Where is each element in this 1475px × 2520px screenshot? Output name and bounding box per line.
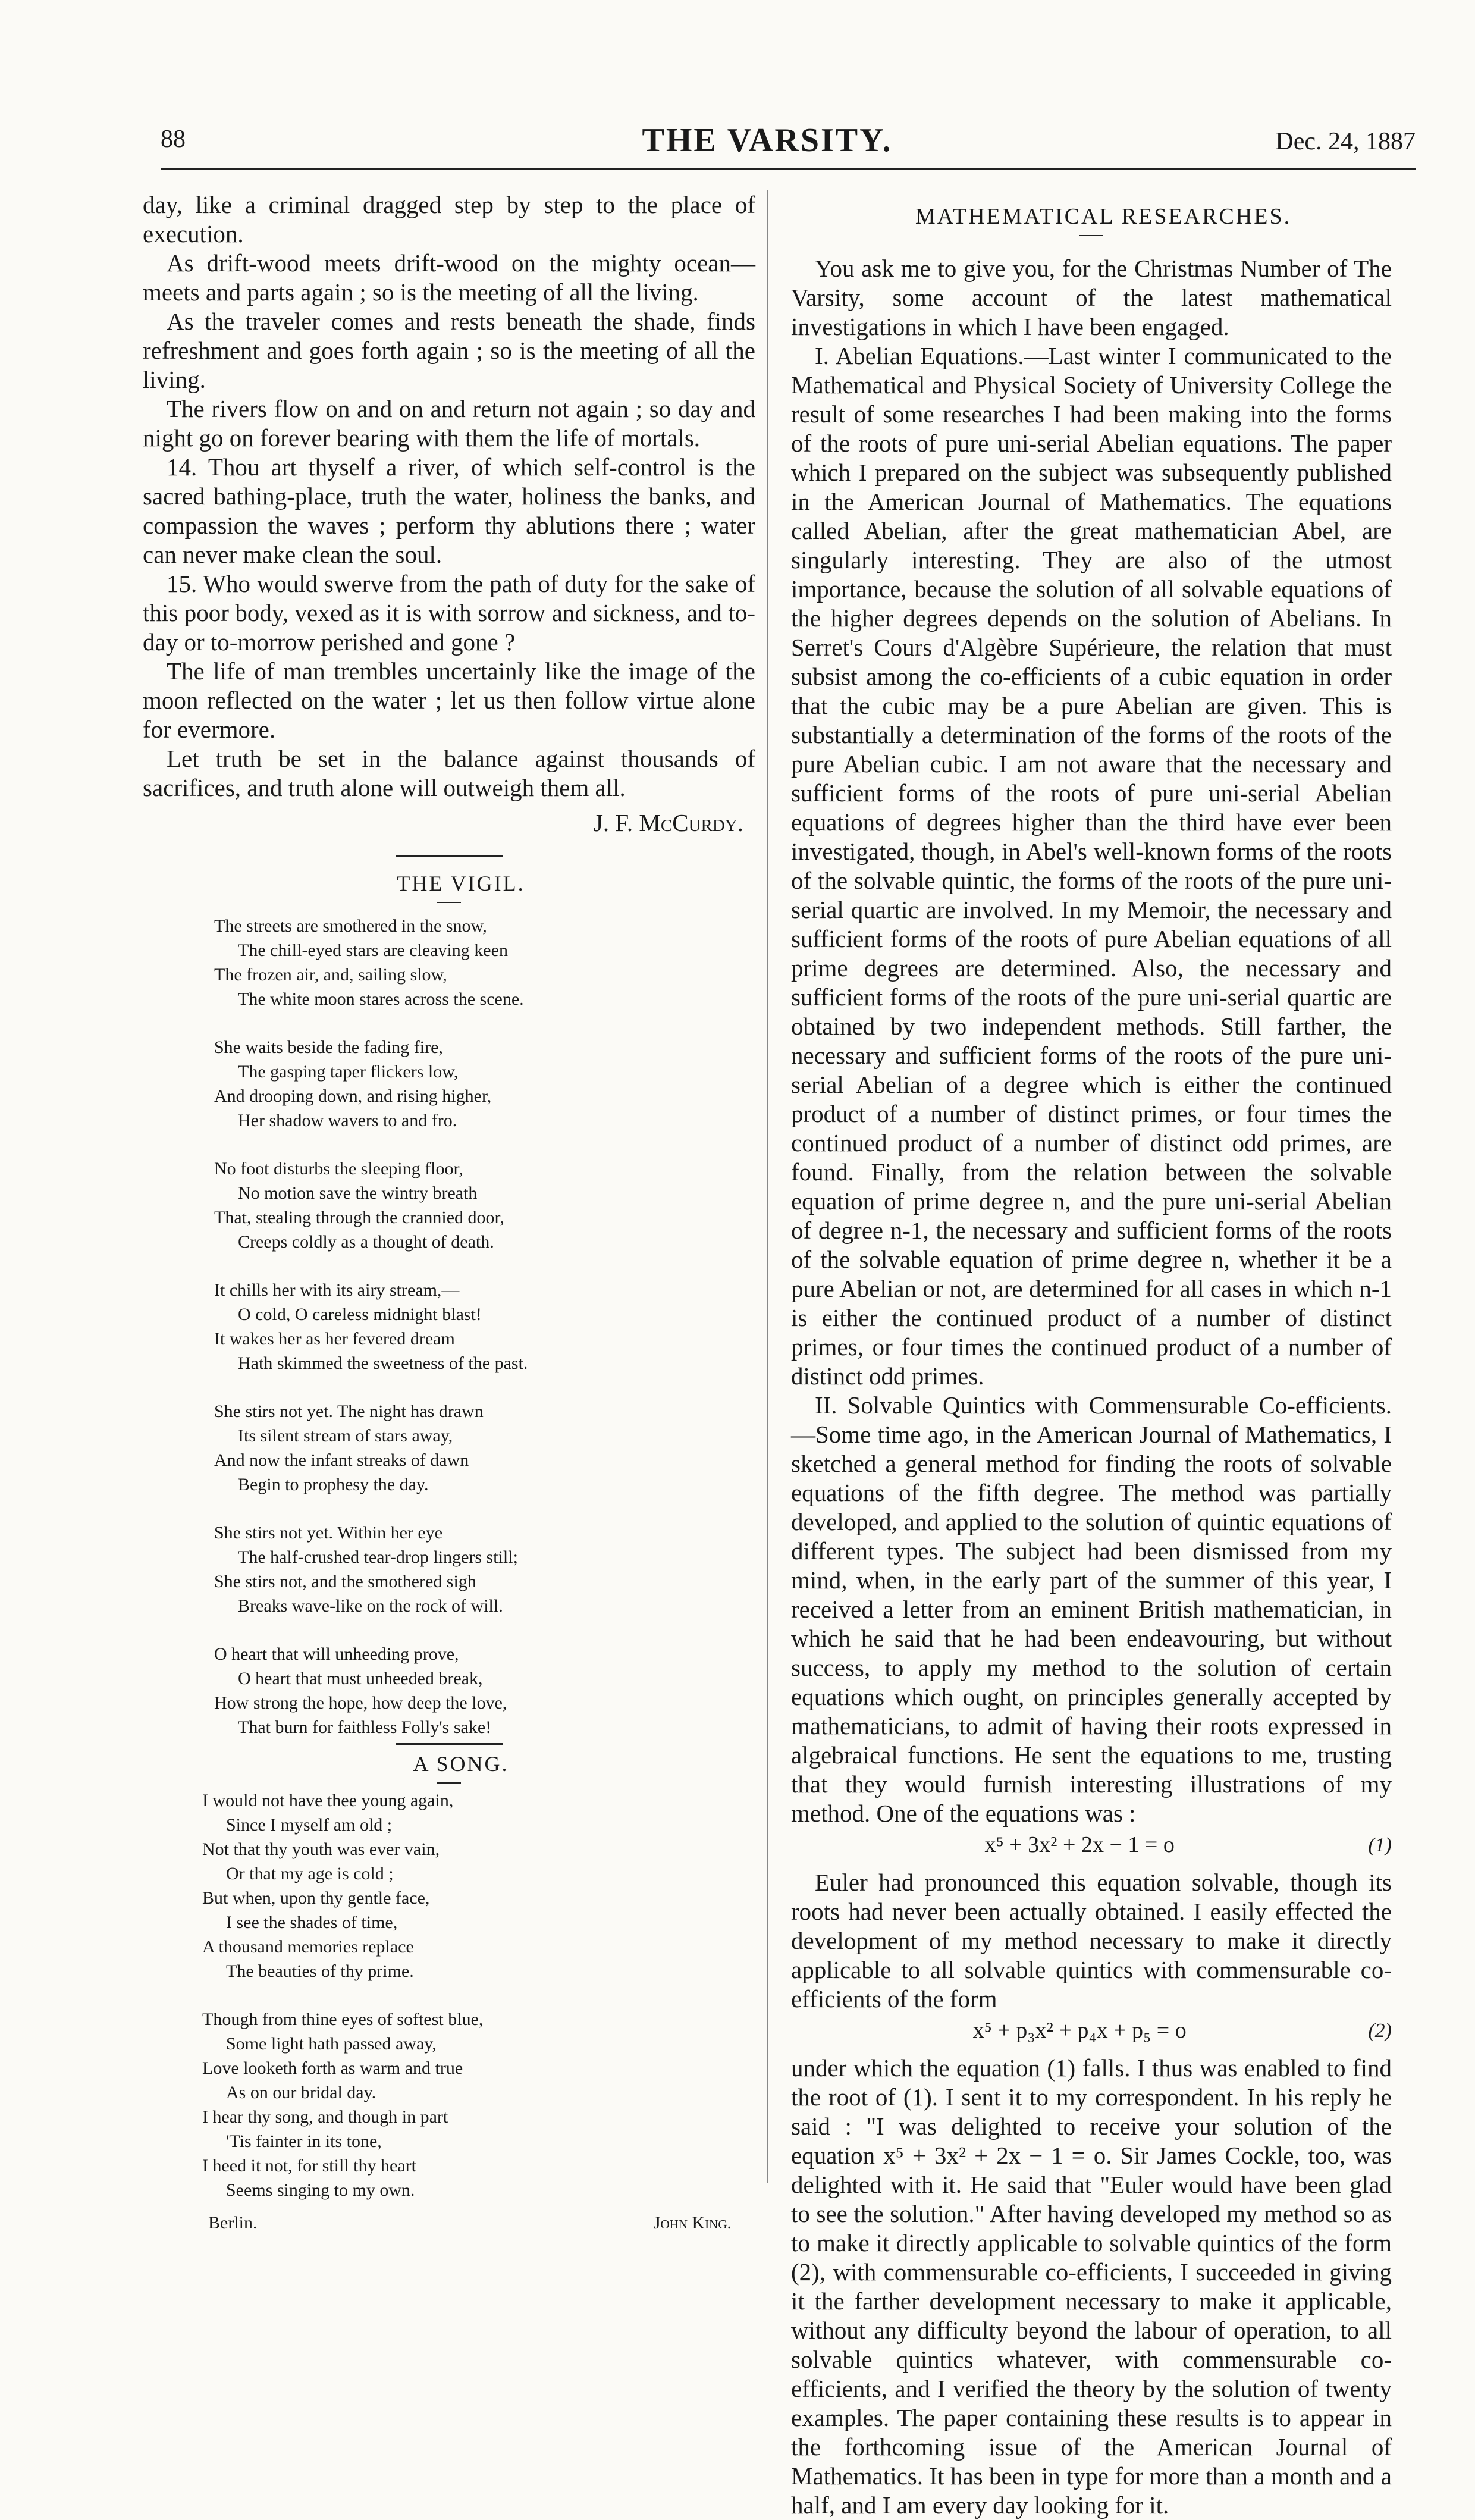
poem-line: O cold, O careless midnight blast! xyxy=(238,1305,482,1324)
author-signature: J. F. McCurdy. xyxy=(593,809,743,836)
poem-line: The frozen air, and, sailing slow, xyxy=(214,965,447,985)
poem-vigil xyxy=(214,914,755,1739)
poem-footer xyxy=(208,2208,732,2237)
divider-rule xyxy=(396,1743,503,1745)
poem-author: John King. xyxy=(653,2213,732,2233)
divider-rule xyxy=(1079,235,1103,236)
poem-line: Though from thine eyes of softest blue, xyxy=(202,2010,484,2029)
poem-line: She stirs not yet. The night has drawn xyxy=(214,1402,484,1421)
masthead-title: THE VARSITY. xyxy=(642,122,893,159)
paragraph: 14. Thou art thyself a river, of which self-control is the sacred bathing-place, truth the water, holiness the banks, and compassion the waves ; perform thy ablutions there ; water can never make clean the soul. xyxy=(143,453,755,568)
paragraph: 15. Who would swerve from the path of duty for the sake of this poor body, vexed as it is with sorrow and sickness, and to-day or to-morrow perished and gone ? xyxy=(143,570,755,656)
poem-line: Hath skimmed the sweetness of the past. xyxy=(238,1353,528,1373)
equation-number: (1) xyxy=(1368,1834,1392,1856)
poem-line: That, stealing through the crannied door, xyxy=(214,1208,504,1227)
poem-line: Some light hath passed away, xyxy=(226,2034,437,2054)
poem-line: No motion save the wintry breath xyxy=(238,1183,478,1203)
stanza xyxy=(214,914,755,1011)
poem-line: I see the shades of time, xyxy=(226,1913,398,1932)
poem-line: Or that my age is cold ; xyxy=(226,1864,394,1883)
poem-line: The white moon stares across the scene. xyxy=(238,989,524,1009)
stanza xyxy=(214,1521,755,1618)
stanza xyxy=(214,1156,755,1254)
poem-line: But when, upon thy gentle face, xyxy=(202,1888,430,1908)
divider-rule xyxy=(396,855,503,857)
poem-line: 'Tis fainter in its tone, xyxy=(226,2132,382,2151)
poem-line: The gasping taper flickers low, xyxy=(238,1062,459,1082)
stanza xyxy=(214,1278,755,1375)
poem-line: O heart that will unheeding prove, xyxy=(214,1644,459,1664)
poem-line: The beauties of thy prime. xyxy=(226,1961,414,1981)
header-rule xyxy=(161,168,1416,170)
poem-line: Since I myself am old ; xyxy=(226,1815,393,1835)
poem-place: Berlin. xyxy=(208,2213,258,2233)
poem-line: It wakes her as her fevered dream xyxy=(214,1329,455,1349)
equation-number: (2) xyxy=(1368,2020,1392,2042)
poem-line: Creeps coldly as a thought of death. xyxy=(238,1232,494,1252)
poem-line: Breaks wave-like on the rock of will. xyxy=(238,1596,503,1616)
stanza xyxy=(214,1642,755,1739)
equation-formula: x⁵ + p₃x² + p₄x + p₅ = o xyxy=(972,2018,1187,2043)
paragraph: II. Solvable Quintics with Commensurable Co-efficients.—Some time ago, in the American Journal of Mathematics, I sketched a general method for finding the roots of solvable equations of the fifth degree. The method was partially developed, and applied to the solution of quintic equations of different types. The subject had been dismissed from my mind, when, in the early part of the summer of this year, I received a letter from an eminent British mathematician, in which he said that he had been endeavouring, but without success, to apply my method to the solution of certain equations which ought, on principles generally accepted by mathematicians, to admit of having their roots expressed in algebraical functions. He sent the equations to me, trusting that they would furnish interesting illustrations of my method. One of the equations was : xyxy=(791,1391,1392,1827)
stanza xyxy=(214,1399,755,1497)
paragraph: under which the equation (1) falls. I thus was enabled to find the root of (1). I sent it to my correspondent. In his reply he said : "I was delighted to receive your solution of the equation x⁵ + 3x² + 2x − 1 = o. Sir James Cockle, too, was delighted with it. He said that "Euler would have been glad to see the solution." After having developed my method so as to make it directly applicable to solvable quintics of the form (2), with commensurable co-efficients, I succeeded in giving it the farther development necessary to make it applicable, without any difficulty beyond the labour of operation, to all solvable quintics whatever, with commensurable co-efficients, and I verified the theory by the solution of twenty examples. The paper containing these results is to appear in the forthcoming issue of the American Journal of Mathematics. It has been in type for more than a month and a half, and I am every day looking for it. xyxy=(791,2054,1392,2519)
poem-line: Her shadow wavers to and fro. xyxy=(238,1111,457,1130)
article-title: MATHEMATICAL RESEARCHES. xyxy=(915,204,1292,229)
column-divider xyxy=(767,190,768,2183)
poem-title: THE VIGIL. xyxy=(397,872,525,895)
poem-song xyxy=(202,1788,755,2202)
poem-line: The half-crushed tear-drop lingers still; xyxy=(238,1547,518,1567)
paragraph: The rivers flow on and on and return not again ; so day and night go on forever bearing with them the life of mortals. xyxy=(143,395,755,452)
poem-line: She stirs not, and the smothered sigh xyxy=(214,1572,476,1591)
paragraph: You ask me to give you, for the Christmas Number of The Varsity, some account of the latest mathematical investigations in which I have been engaged. xyxy=(791,255,1392,340)
left-column xyxy=(143,190,755,2237)
page-header xyxy=(119,113,1416,161)
right-column xyxy=(791,190,1392,2520)
issue-date: Dec. 24, 1887 xyxy=(1275,128,1416,155)
paragraph: day, like a criminal dragged step by step to the place of execution. xyxy=(143,191,755,247)
poem-line: She waits beside the fading fire, xyxy=(214,1038,443,1057)
poem-line: Not that thy youth was ever vain, xyxy=(202,1839,440,1859)
poem-line: A thousand memories replace xyxy=(202,1937,414,1957)
poem-line: She stirs not yet. Within her eye xyxy=(214,1523,443,1543)
poem-line: As on our bridal day. xyxy=(226,2083,376,2102)
stanza xyxy=(214,1035,755,1133)
poem-line: I hear thy song, and though in part xyxy=(202,2107,448,2127)
page-number: 88 xyxy=(161,126,186,153)
poem-line: I would not have thee young again, xyxy=(202,1791,454,1810)
poem-line: Begin to prophesy the day. xyxy=(238,1475,429,1494)
poem-line: The chill-eyed stars are cleaving keen xyxy=(238,941,508,960)
stanza xyxy=(202,1788,755,1983)
equation-formula: x⁵ + 3x² + 2x − 1 = o xyxy=(984,1832,1175,1857)
poem-line: How strong the hope, how deep the love, xyxy=(214,1693,507,1713)
paragraph: As the traveler comes and rests beneath the shade, finds refreshment and goes forth again ; so is the meeting of all the living. xyxy=(143,308,755,393)
poem-line: And drooping down, and rising higher, xyxy=(214,1086,492,1106)
equation xyxy=(791,1831,1392,1860)
poem-line: Love looketh forth as warm and true xyxy=(202,2058,463,2078)
stanza xyxy=(202,2007,755,2202)
poem-line: That burn for faithless Folly's sake! xyxy=(238,1717,492,1737)
paragraph: I. Abelian Equations.—Last winter I communicated to the Mathematical and Physical Society of University College the result of some researches I had been making into the forms of the roots of pure uni-serial Abelian equations. The paper which I prepared on the subject was subsequently published in the American Journal of Mathematics. The equations called Abelian, after the great mathematician Abel, are singularly interesting. They are also of the utmost importance, because the solution of all solvable equations of the higher degrees depends on the solution of Abelians. In Serret's Cours d'Algèbre Supérieure, the relation that must subsist among the co-efficients of a cubic equation in order that the cubic may be a pure Abelian are given. This is substantially a determination of the forms of the roots of the pure Abelian cubic. I am not aware that the necessary and sufficient forms of the roots of pure uni-serial Abelian equations of degrees higher than the third have ever been investigated, though, in Abel's well-known forms of the roots of the solvable quintic, the forms of the roots of the pure uni-serial quartic are involved. In my Memoir, the necessary and sufficient forms of the roots of pure Abelian equations of all prime degrees are determined. Also, the necessary and sufficient forms of the roots of the pure uni-serial quartic are obtained by two independent methods. Still farther, the necessary and sufficient forms of the roots of the pure uni-serial Abelian of a degree which is either the continued product of a number of distinct primes, or four times the continued product of a number of distinct odd primes, are found. Finally, from the relation between the solvable equation of prime degree n, and the pure uni-serial Abelian of degree n-1, the necessary and sufficient forms of the roots of the solvable equation of prime degree n, whether it be a pure Abelian or not, are determined for all cases in which n-1 is either the continued product of a number of distinct primes, or four times the continued product of a number of distinct odd primes. xyxy=(791,342,1392,1390)
paragraph: Euler had pronounced this equation solvable, though its roots had never been actually obtained. I easily effected the development of my method necessary to make it directly applicable to all solvable quintics with commensurable co-efficients of the form xyxy=(791,1869,1392,2013)
paragraph: Let truth be set in the balance against thousands of sacrifices, and truth alone will outweigh them all. xyxy=(143,745,755,801)
poem-line: The streets are smothered in the snow, xyxy=(214,916,487,936)
poem-line: No foot disturbs the sleeping floor, xyxy=(214,1159,463,1178)
poem-line: Its silent stream of stars away, xyxy=(238,1426,453,1446)
poem-title: A SONG. xyxy=(413,1752,509,1776)
poem-line: It chills her with its airy stream,— xyxy=(214,1280,460,1300)
poem-line: I heed it not, for still thy heart xyxy=(202,2156,416,2176)
poem-line: Seems singing to my own. xyxy=(226,2180,415,2200)
paragraph: As drift-wood meets drift-wood on the mighty ocean—meets and parts again ; so is the meeting of all the living. xyxy=(143,249,755,306)
paragraph: The life of man trembles uncertainly like the image of the moon reflected on the water ; let us then follow virtue alone for evermore. xyxy=(143,657,755,743)
equation xyxy=(791,2016,1392,2045)
divider-rule xyxy=(437,1782,461,1784)
poem-line: O heart that must unheeded break, xyxy=(238,1669,483,1688)
poem-line: And now the infant streaks of dawn xyxy=(214,1450,469,1470)
divider-rule xyxy=(437,902,461,903)
